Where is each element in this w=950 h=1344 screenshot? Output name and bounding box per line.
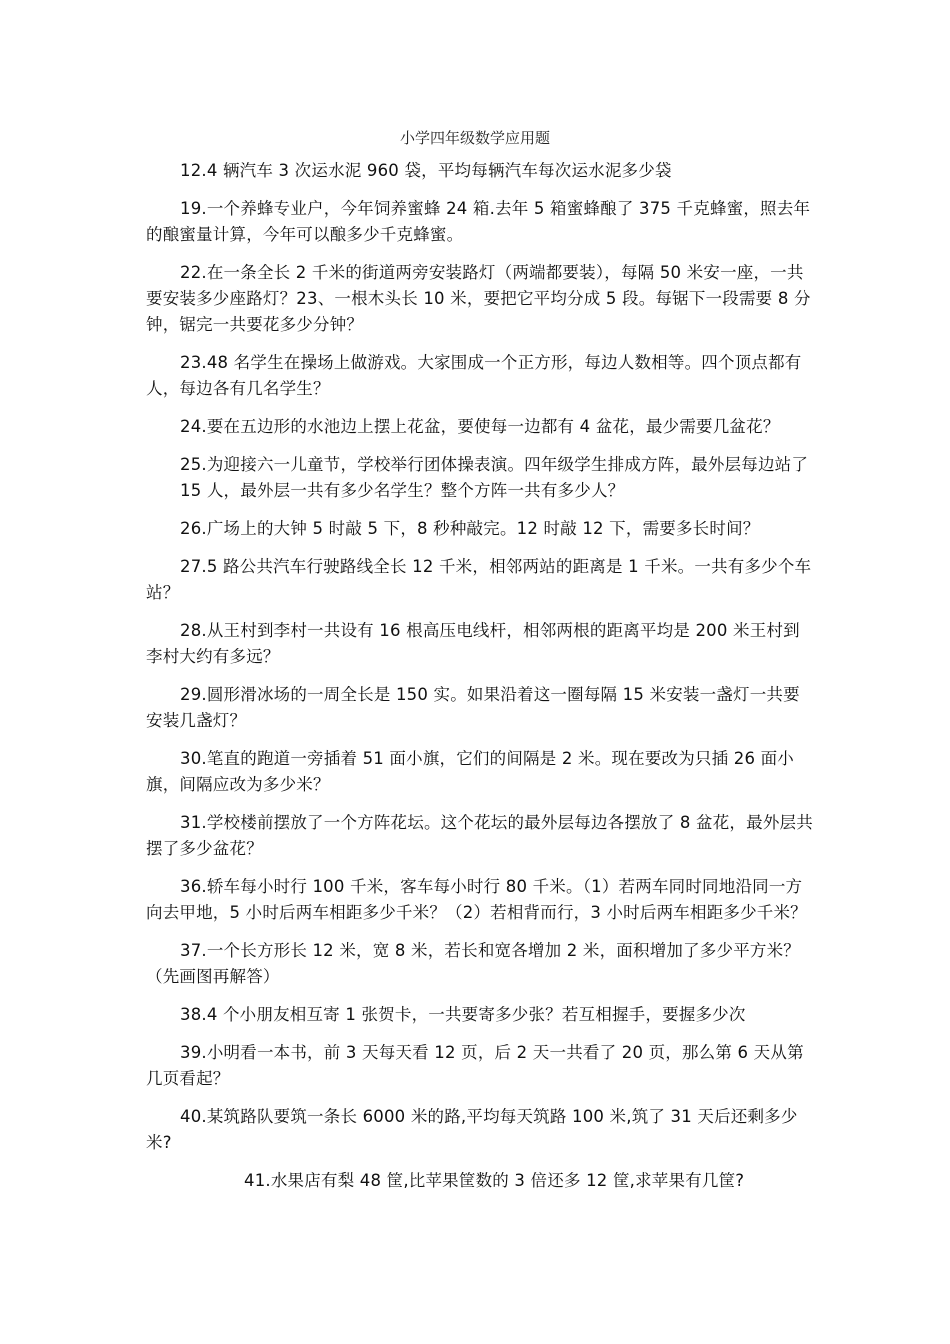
- question-12: 12.4 辆汽车 3 次运水泥 960 袋，平均每辆汽车每次运水泥多少袋: [180, 161, 672, 180]
- question-36: 36.轿车每小时行 100 千米，客车每小时行 80 千米。（1）若两车同时同地沿同一方向去甲地，5 小时后两车相距多少千米？（2）若相背而行，3 小时后两车相距多少千米？: [146, 877, 807, 922]
- question-23: 23.48 名学生在操场上做游戏。大家围成一个正方形，每边人数相等。四个顶点都有人，每边各有几名学生？: [146, 353, 802, 398]
- question-25: 25.为迎接六一儿童节，学校举行团体操表演。四年级学生排成方阵，最外层每边站了 15 人，最外层一共有多少名学生？整个方阵一共有多少人？: [180, 455, 809, 500]
- question-41: 41.水果店有梨 48 筐,比苹果筐数的 3 倍还多 12 筐,求苹果有几筐?: [244, 1171, 745, 1190]
- question-39: 39.小明看一本书，前 3 天每天看 12 页，后 2 天一共看了 20 页，那么第 6 天从第几页看起？: [146, 1043, 804, 1088]
- question-19: 19.一个养蜂专业户，今年饲养蜜蜂 24 箱.去年 5 箱蜜蜂酿了 375 千克蜂蜜，照去年的酿蜜量计算，今年可以酿多少千克蜂蜜。: [146, 199, 811, 244]
- question-26: 26.广场上的大钟 5 时敲 5 下，8 秒种敲完。12 时敲 12 下，需要多长时间？: [180, 519, 760, 538]
- question-31: 31.学校楼前摆放了一个方阵花坛。这个花坛的最外层每边各摆放了 8 盆花，最外层共摆了多少盆花？: [146, 813, 813, 858]
- question-24: 24.要在五边形的水池边上摆上花盆，要使每一边都有 4 盆花，最少需要几盆花？: [180, 417, 780, 436]
- question-22: 22.在一条全长 2 千米的街道两旁安装路灯（两端都要装），每隔 50 米安一座，一共要安装多少座路灯？23、一根木头长 10 米，要把它平均分成 5 段。每锯下一段需要 8 分钟，锯完一共要花多少分钟？: [146, 263, 811, 334]
- question-27: 27.5 路公共汽车行驶路线全长 12 千米，相邻两站的距离是 1 千米。一共有多少个车站？: [146, 557, 812, 602]
- document-title: 小学四年级数学应用题: [399, 129, 550, 147]
- question-30: 30.笔直的跑道一旁插着 51 面小旗，它们的间隔是 2 米。现在要改为只插 26 面小旗，间隔应改为多少米？: [146, 749, 794, 794]
- question-40: 40.某筑路队要筑一条长 6000 米的路,平均每天筑路 100 米,筑了 31 天后还剩多少米?: [146, 1107, 798, 1152]
- question-list: [146, 158, 816, 1206]
- question-38: 38.4 个小朋友相互寄 1 张贺卡，一共要寄多少张？若互相握手，要握多少次: [180, 1005, 746, 1024]
- question-28: 28.从王村到李村一共设有 16 根高压电线杆，相邻两根的距离平均是 200 米王村到李村大约有多远？: [146, 621, 800, 666]
- question-37: 37.一个长方形长 12 米，宽 8 米，若长和宽各增加 2 米，面积增加了多少平方米？（先画图再解答）: [146, 941, 801, 986]
- question-29: 29.圆形滑冰场的一周全长是 150 实。如果沿着这一圈每隔 15 米安装一盏灯一共要安装几盏灯？: [146, 685, 800, 730]
